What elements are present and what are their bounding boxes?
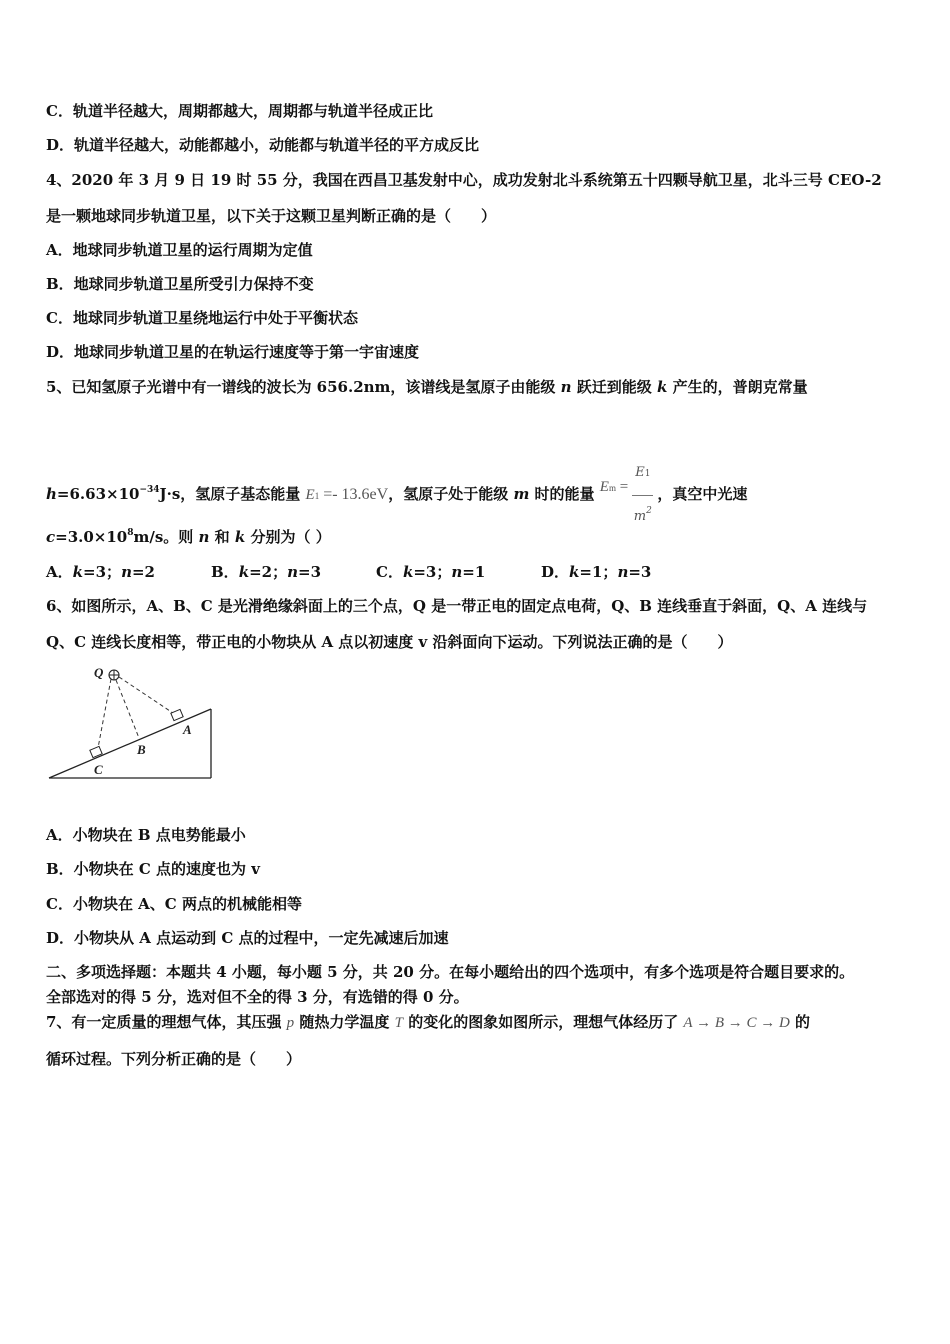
q6-stem-line2: Q、C 连线长度相等，带正电的小物块从 A 点以初速度 v 沿斜面向下运动。下列说法正确的是（ ）	[46, 633, 733, 651]
label-q: Q	[94, 665, 104, 680]
q6-option-d: D．小物块从 A 点运动到 C 点的过程中，一定先减速后加速	[46, 929, 449, 947]
q5-option-a: A．k=3；n=2	[46, 563, 155, 581]
q-charge	[109, 670, 119, 680]
q7-stem-line1: 7、有一定质量的理想气体，其压强 p 随热力学温度 T 的变化的图象如图所示，理想气体经历了 A → B → C → D 的	[46, 1013, 811, 1031]
section2-header-line2: 全部选对的得 5 分，选对但不全的得 3 分，有选错的得 0 分。	[46, 988, 469, 1006]
q6-stem-line1: 6、如图所示，A、B、C 是光滑绝缘斜面上的三个点，Q 是一带正电的固定点电荷，Q、B 连线垂直于斜面，Q、A 连线与	[46, 597, 868, 615]
dashed-lines	[98, 677, 176, 748]
q5-option-d: D．k=1；n=3	[541, 563, 652, 581]
q4-stem-line2: 是一颗地球同步轨道卫星，以下关于这颗卫星判断正确的是（ ）	[46, 207, 497, 225]
energy-fraction: $\frac{E1}{m^2}$	[632, 452, 653, 538]
q3-option-d: D．轨道半径越大，动能都越小，动能都与轨道半径的平方成反比	[46, 136, 480, 154]
incline-figure	[44, 660, 219, 785]
q4-option-a: A．地球同步轨道卫星的运行周期为定值	[46, 241, 313, 259]
q6-option-b: B．小物块在 C 点的速度也为 v	[46, 860, 261, 878]
q3-option-c: C．轨道半径越大，周期都越大，周期都与轨道半径成正比	[46, 102, 433, 120]
q5-stem-line1: 5、已知氢原子光谱中有一谱线的波长为 656.2nm，该谱线是氢原子由能级 n 跃迁到能级 k 产生的，普朗克常量	[46, 378, 808, 396]
label-a: A	[183, 722, 192, 737]
q7-stem-line2: 循环过程。下列分析正确的是（ ）	[46, 1050, 302, 1068]
q5-option-b: B．k=2；n=3	[211, 563, 322, 581]
incline-triangle	[49, 709, 211, 778]
q5-option-c: C．k=3；n=1	[376, 563, 486, 581]
q5-options	[46, 562, 706, 582]
section2-header-line1: 二、多项选择题：本题共 4 小题，每小题 5 分，共 20 分。在每小题给出的四个选项中，有多个选项是符合题目要求的。	[46, 963, 855, 981]
e1-symbol: E1	[305, 487, 320, 503]
q5-stem-line3: $c=3.0\times 10^8m/s$。则 n 和 k 分别为（ ）	[46, 528, 331, 546]
q4-option-c: C．地球同步轨道卫星绕地运行中处于平衡状态	[46, 309, 358, 327]
q4-option-d: D．地球同步轨道卫星的在轨运行速度等于第一宇宙速度	[46, 343, 420, 361]
q6-option-c: C．小物块在 A、C 两点的机械能相等	[46, 895, 302, 913]
q4-option-b: B．地球同步轨道卫星所受引力保持不变	[46, 275, 314, 293]
label-c: C	[94, 762, 103, 777]
label-b: B	[137, 742, 146, 757]
q5-stem-line2: $h=6.63\times 10^{-34}J\cdot s$，氢原子基态能量 E1 =- 13.6eV，氢原子处于能级 m 时的能量 Em = $\frac{E1}{m^2}$ ，真空中光速	[46, 452, 747, 538]
q6-option-a: A．小物块在 B 点电势能最小	[46, 826, 246, 844]
q4-stem-line1: 4、2020 年 3 月 9 日 19 时 55 分，我国在西昌卫基发射中心，成功发射北斗系统第五十四颗导航卫星，北斗三号 CEO-2	[46, 171, 882, 189]
